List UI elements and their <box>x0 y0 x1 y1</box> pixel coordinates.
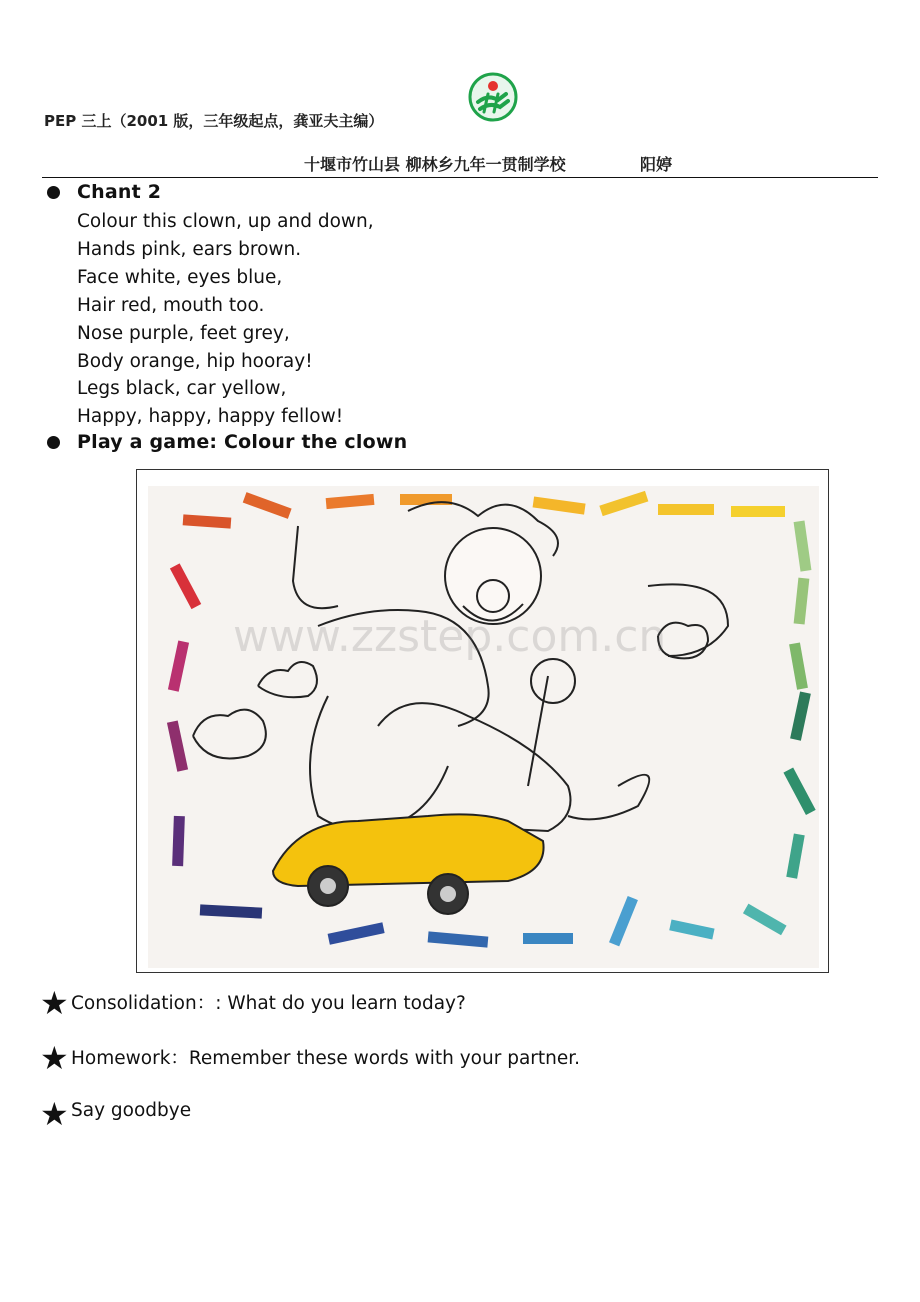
header-rule <box>42 177 878 178</box>
author-name: 阳婷 <box>640 155 673 174</box>
chant-line: Hands pink, ears brown. <box>77 238 302 260</box>
chant-line: Nose purple, feet grey, <box>77 322 290 344</box>
textbook-info: PEP 三上（2001 版，三年级起点，龚亚夫主编） <box>44 112 384 130</box>
chant-line: Legs black, car yellow, <box>77 378 287 400</box>
chant-line: Happy, happy, happy fellow! <box>77 406 344 428</box>
school-name: 十堰市竹山县 柳林乡九年一贯制学校 <box>304 155 566 174</box>
bullet-icon <box>47 436 60 449</box>
yellow-car <box>273 814 544 914</box>
star-icon: ★ <box>40 984 69 1022</box>
chant-line: Colour this clown, up and down, <box>77 211 374 232</box>
star-icon: ★ <box>40 1039 69 1077</box>
consolidation-line: Consolidation：: What do you learn today? <box>71 993 466 1014</box>
picture-watermark: www.zzstep.com.cn <box>233 611 667 662</box>
school-logo <box>468 72 518 122</box>
chant-line: Hair red, mouth too. <box>77 294 265 316</box>
goodbye-line: Say goodbye <box>71 1100 192 1121</box>
game-title: Play a game: Colour the clown <box>77 431 408 453</box>
clown-drawing <box>193 502 728 845</box>
clown-illustration <box>148 486 819 968</box>
homework-line: Homework：Remember these words with your partner. <box>71 1048 581 1069</box>
chant-lines <box>77 208 374 431</box>
clown-picture-frame <box>136 469 829 973</box>
star-icon: ★ <box>40 1095 69 1133</box>
chant-line: Face white, eyes blue, <box>77 266 283 288</box>
chant-title: Chant 2 <box>77 181 162 203</box>
clown-picture <box>148 486 819 968</box>
bullet-icon <box>47 186 60 199</box>
chant-line: Body orange, hip hooray! <box>77 350 313 372</box>
